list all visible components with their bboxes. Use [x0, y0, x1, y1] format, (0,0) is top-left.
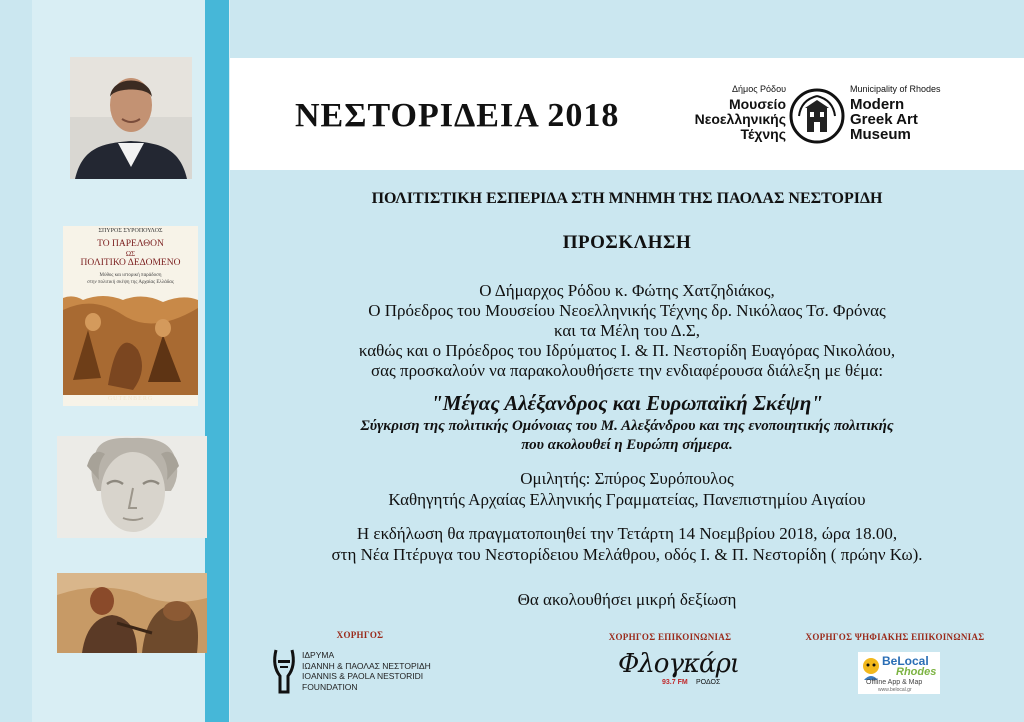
- book-subtitle-2: στην πολιτική σκέψη της Αρχαίας Ελλάδας: [87, 280, 174, 285]
- body-line-2: Ο Πρόεδρος του Μουσείου Νεοελληνικής Τέχνης δρ. Νικόλαος Τσ. Φρόνας: [368, 301, 886, 320]
- radio-name: Φλογκάρι: [618, 649, 740, 679]
- invitation-body: [230, 281, 1024, 381]
- event-details: [230, 523, 1024, 565]
- book-cover: [63, 226, 198, 406]
- lecture-subtitle-line-2: που ακολουθεί η Ευρώπη σήμερα.: [521, 437, 733, 453]
- invitation-heading: ΠΡΟΣΚΛΗΣΗ: [562, 232, 692, 253]
- book-publisher: GUTENBERG: [107, 396, 154, 402]
- reception-note: Θα ακολουθήσει μικρή δεξίωση: [517, 590, 737, 609]
- alexander-mosaic-photo: [57, 573, 207, 653]
- book-title-2: ΩΣ: [125, 250, 136, 258]
- museum-emblem-icon: [789, 88, 845, 144]
- speaker-name: Ομιλητής: Σπύρος Συρόπουλος: [520, 469, 734, 488]
- logo-en-line-1: Modern: [850, 96, 905, 113]
- belocal-city: Rhodes: [896, 666, 937, 678]
- foundation-line-1: ΙΔΡΥΜΑ: [302, 650, 335, 660]
- accent-bar: [205, 0, 229, 722]
- event-date: Η εκδήλωση θα πραγματοποιηθεί την Τετάρτη 14 Νοεμβρίου 2018, ώρα 18.00,: [356, 524, 898, 543]
- foundation-line-2: ΙΩΑΝΝΗ & ΠΑΟΛΑΣ ΝΕΣΤΟΡΙΔΗ: [302, 660, 431, 671]
- book-title-1: ΤΟ ΠΑΡΕΛΘΟΝ: [97, 239, 164, 249]
- body-line-4: καθώς και ο Πρόεδρος του Ιδρύματος Ι. & Π. Νεστορίδη Ευαγόρας Νικολάου,: [358, 341, 896, 360]
- lecture-subtitle: [230, 417, 1024, 455]
- main-sponsor-label: ΧΟΡΗΓΟΣ: [336, 630, 384, 640]
- logo-gr-line-3: Τέχνης: [740, 126, 786, 142]
- book-subtitle-1: Μύθος και ιστορική παράδοση: [99, 273, 162, 278]
- logo-gr-municipality: Δήμος Ρόδου: [732, 84, 786, 94]
- logo-en-line-3: Museum: [850, 126, 911, 143]
- belocal-tagline: Offline App & Map: [866, 679, 923, 686]
- speaker-title: Καθηγητής Αρχαίας Ελληνικής Γραμματείας, Πανεπιστημίου Αιγαίου: [388, 490, 866, 509]
- body-line-3: και τα Μέλη του Δ.Σ,: [553, 321, 700, 340]
- foundation-line-4: FOUNDATION: [302, 681, 358, 692]
- lecture-title: "Μέγας Αλέξανδρος και Ευρωπαϊκή Σκέψη": [431, 391, 823, 415]
- digital-sponsor-label: ΧΟΡΗΓΟΣ ΨΗΦΙΑΚΗΣ ΕΠΙΚΟΙΝΩΝΙΑΣ: [805, 632, 985, 642]
- belocal-url: www.belocal.gr: [878, 687, 912, 693]
- logo-en-line-2: Greek Art: [850, 111, 918, 128]
- logo-gr-line-1: Μουσείο: [728, 96, 786, 112]
- body-line-5: σας προσκαλούν να παρακολουθήσετε την ενδιαφέρουσα διάλεξη με θέμα:: [370, 361, 884, 380]
- logo-gr-line-2: Νεοελληνικής: [694, 111, 786, 127]
- event-subtitle: ΠΟΛΙΤΙΣΤΙΚΗ ΕΣΠΕΡΙΔΑ ΣΤΗ ΜΝΗΜΗ ΤΗΣ ΠΑΟΛΑΣ ΝΕΣΤΟΡΙΔΗ: [371, 190, 883, 207]
- comm-sponsor-label: ΧΟΡΗΓΟΣ ΕΠΙΚΟΙΝΩΝΙΑΣ: [608, 632, 732, 642]
- alexander-bust-photo: [57, 436, 207, 538]
- foundation-line-3: IOANNIS & PAOLA NESTORIDI: [302, 671, 424, 681]
- portrait-photo: [70, 57, 192, 179]
- lecture-subtitle-line-1: Σύγκριση της πολιτικής Ομόνοιας του Μ. Αλεξάνδρου και της ενοποιητικής πολιτικής: [360, 418, 894, 434]
- radio-frequency: 93.7 FM: [662, 679, 688, 686]
- radio-sponsor-logo: [616, 645, 740, 693]
- radio-city: ΡΟΔΟΣ: [696, 679, 721, 686]
- museum-logo-greek: [668, 82, 786, 142]
- book-relief-image: [63, 290, 198, 395]
- belocal-sponsor-logo: [858, 652, 940, 694]
- speaker-info: [230, 468, 1024, 510]
- museum-logo-english: [850, 82, 980, 142]
- book-author: ΣΠΥΡΟΣ ΣΥΡΟΠΟΥΛΟΣ: [98, 228, 163, 234]
- body-line-1: Ο Δήμαρχος Ρόδου κ. Φώτης Χατζηδιάκος,: [479, 281, 775, 300]
- event-title: ΝΕΣΤΟΡΙΔΕΙΑ 2018: [295, 97, 620, 134]
- event-location: στη Νέα Πτέρυγα του Νεστορίδειου Μελάθρου, οδός Ι. & Π. Νεστορίδη ( πρώην Κω).: [331, 545, 923, 564]
- belocal-brand: BeLocal: [882, 654, 929, 668]
- logo-en-municipality: Municipality of Rhodes: [850, 84, 941, 94]
- lyre-icon: [270, 646, 298, 694]
- foundation-logo: [270, 646, 460, 696]
- book-title-3: ΠΟΛΙΤΙΚΟ ΔΕΔΟΜΕΝΟ: [80, 258, 181, 268]
